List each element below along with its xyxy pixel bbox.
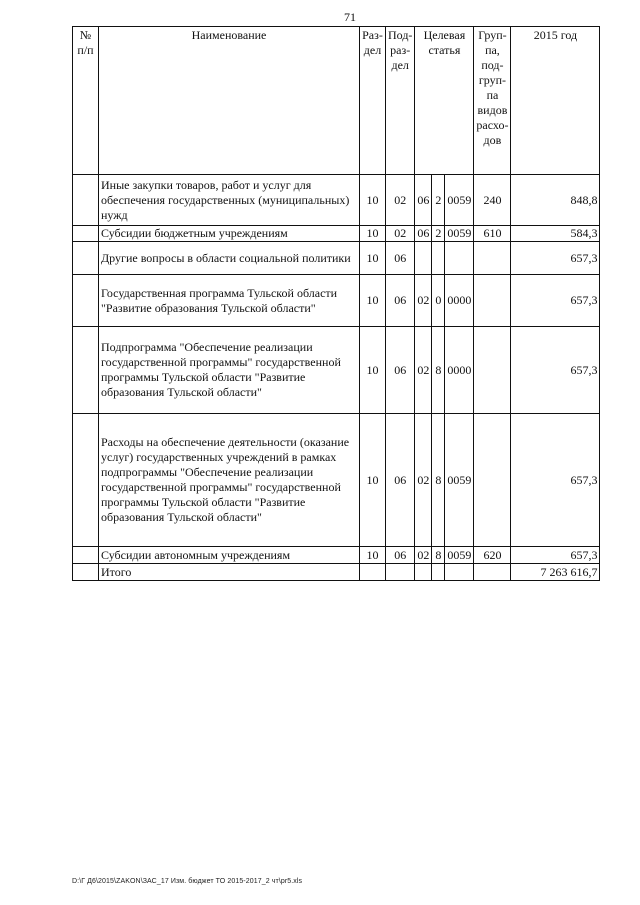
cell-year-2015: 657,3 (511, 275, 600, 327)
cell-podrazdel: 02 (386, 175, 415, 226)
cell-podrazdel: 02 (386, 226, 415, 242)
cell-cs1: 02 (415, 275, 432, 327)
table-row (73, 175, 600, 226)
cell-year-2015: 657,3 (511, 414, 600, 547)
cell-cs3 (445, 564, 474, 581)
cell-num (73, 242, 99, 275)
cell-cs2: 2 (432, 226, 445, 242)
cell-num (73, 547, 99, 564)
cell-gruppa (474, 275, 511, 327)
table-row (73, 547, 600, 564)
cell-name: Подпрограмма "Обеспечение реализации государственной программы" государственной программы Тульской области "Развитие образования Тульской области" (99, 327, 360, 414)
cell-razdel: 10 (360, 175, 386, 226)
footer-file-path: D:\Г Д6\2015\ZAKON\ЗАС_17 Изм. бюджет ТО 2015-2017_2 чт\pr5.xls (72, 878, 303, 885)
header-razdel: Раз-дел (360, 27, 386, 175)
cell-razdel: 10 (360, 275, 386, 327)
cell-cs2 (432, 564, 445, 581)
table-row (73, 414, 600, 547)
table-row (73, 327, 600, 414)
cell-cs3: 0059 (445, 226, 474, 242)
cell-cs3: 0000 (445, 275, 474, 327)
cell-year-2015: 657,3 (511, 242, 600, 275)
cell-cs3: 0059 (445, 175, 474, 226)
cell-cs2: 8 (432, 414, 445, 547)
cell-cs2: 0 (432, 275, 445, 327)
cell-year-2015: 584,3 (511, 226, 600, 242)
cell-num (73, 327, 99, 414)
header-podrazdel: Под-раз-дел (386, 27, 415, 175)
cell-podrazdel: 06 (386, 414, 415, 547)
cell-cs3: 0059 (445, 414, 474, 547)
cell-cs1: 02 (415, 414, 432, 547)
cell-razdel: 10 (360, 226, 386, 242)
cell-num (73, 275, 99, 327)
page-number: 71 (344, 10, 356, 24)
cell-cs1 (415, 564, 432, 581)
table-row (73, 226, 600, 242)
cell-podrazdel: 06 (386, 275, 415, 327)
cell-podrazdel: 06 (386, 327, 415, 414)
cell-cs3: 0000 (445, 327, 474, 414)
header-year-2015: 2015 год (511, 27, 600, 175)
cell-gruppa (474, 564, 511, 581)
cell-gruppa: 610 (474, 226, 511, 242)
cell-num (73, 564, 99, 581)
cell-cs1: 02 (415, 327, 432, 414)
cell-razdel: 10 (360, 414, 386, 547)
header-celevaya-statya: Целевая статья (415, 27, 474, 175)
cell-cs3 (445, 242, 474, 275)
cell-name: Итого (99, 564, 360, 581)
cell-num (73, 175, 99, 226)
header-num: № п/п (73, 27, 99, 175)
cell-name: Государственная программа Тульской области "Развитие образования Тульской области" (99, 275, 360, 327)
cell-cs1 (415, 242, 432, 275)
cell-year-2015: 848,8 (511, 175, 600, 226)
cell-num (73, 414, 99, 547)
cell-gruppa: 240 (474, 175, 511, 226)
cell-name: Другие вопросы в области социальной политики (99, 242, 360, 275)
cell-name: Субсидии бюджетным учреждениям (99, 226, 360, 242)
cell-name: Расходы на обеспечение деятельности (оказание услуг) государственных учреждений в рамках подпрограммы "Обеспечение реализации государственной программы" государственной программы Тульской области "Развитие образования Тульской области" (99, 414, 360, 547)
cell-podrazdel (386, 564, 415, 581)
cell-razdel (360, 564, 386, 581)
cell-cs1: 06 (415, 226, 432, 242)
cell-cs2 (432, 242, 445, 275)
table-row-total (73, 564, 600, 581)
cell-num (73, 226, 99, 242)
cell-cs2: 8 (432, 547, 445, 564)
cell-year-2015: 657,3 (511, 547, 600, 564)
cell-podrazdel: 06 (386, 242, 415, 275)
table-header-row (73, 27, 600, 175)
cell-cs1: 06 (415, 175, 432, 226)
table-row (73, 275, 600, 327)
cell-razdel: 10 (360, 547, 386, 564)
cell-gruppa (474, 327, 511, 414)
cell-cs1: 02 (415, 547, 432, 564)
budget-table (72, 26, 600, 581)
cell-year-2015: 7 263 616,7 (511, 564, 600, 581)
cell-gruppa: 620 (474, 547, 511, 564)
cell-cs2: 2 (432, 175, 445, 226)
cell-name: Субсидии автономным учреждениям (99, 547, 360, 564)
cell-razdel: 10 (360, 327, 386, 414)
cell-cs2: 8 (432, 327, 445, 414)
cell-cs3: 0059 (445, 547, 474, 564)
cell-razdel: 10 (360, 242, 386, 275)
cell-podrazdel: 06 (386, 547, 415, 564)
cell-year-2015: 657,3 (511, 327, 600, 414)
cell-name: Иные закупки товаров, работ и услуг для обеспечения государственных (муниципальных) нужд (99, 175, 360, 226)
cell-gruppa (474, 414, 511, 547)
header-gruppa: Груп-па, под-груп-па видов расхо-дов (474, 27, 511, 175)
table-row (73, 242, 600, 275)
header-name: Наименование (99, 27, 360, 175)
cell-gruppa (474, 242, 511, 275)
